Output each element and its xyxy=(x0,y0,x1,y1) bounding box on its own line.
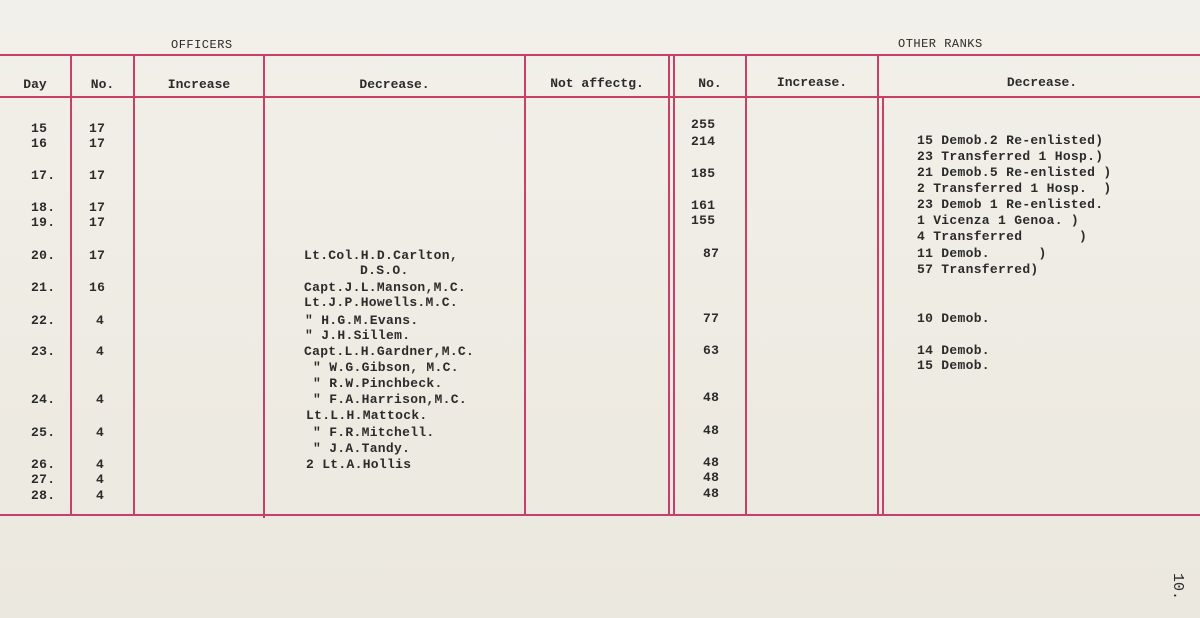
officer-decrease-entry: Capt.L.H.Gardner,M.C. xyxy=(304,344,475,359)
officers-no-cell: 17 xyxy=(89,200,106,215)
day-cell: 23. xyxy=(31,344,56,359)
other-ranks-no-cell: 48 xyxy=(703,486,720,501)
officer-decrease-entry: Lt.Col.H.D.Carlton, xyxy=(304,248,458,263)
other-ranks-decrease-entry: 15 Demob.2 Re-enlisted) xyxy=(917,133,1104,148)
officer-decrease-entry: " H.G.M.Evans. xyxy=(305,313,419,328)
other-ranks-decrease-entry: 15 Demob. xyxy=(917,358,990,373)
other-ranks-no-cell: 48 xyxy=(703,423,720,438)
officers-no-cell: 17 xyxy=(89,121,106,136)
day-cell: 25. xyxy=(31,425,56,440)
officer-decrease-entry: Lt.J.P.Howells.M.C. xyxy=(304,295,458,310)
column-rule xyxy=(263,54,265,518)
header-officers-decrease: Decrease. xyxy=(359,77,430,92)
column-rule xyxy=(524,54,526,516)
other-ranks-decrease-entry: 23 Demob 1 Re-enlisted. xyxy=(917,197,1104,212)
officer-decrease-entry: Lt.L.H.Mattock. xyxy=(306,408,428,423)
officers-no-cell: 4 xyxy=(96,313,105,328)
header-day: Day xyxy=(23,77,47,92)
other-ranks-decrease-entry: 4 Transferred ) xyxy=(917,229,1088,244)
other-ranks-no-cell: 185 xyxy=(691,166,716,181)
column-rule xyxy=(673,54,675,516)
officers-no-cell: 4 xyxy=(96,425,105,440)
officer-decrease-entry: " F.A.Harrison,M.C. xyxy=(313,392,467,407)
other-ranks-decrease-entry: 11 Demob. ) xyxy=(917,246,1047,261)
day-cell: 21. xyxy=(31,280,56,295)
column-rule xyxy=(133,54,135,516)
day-cell: 16 xyxy=(31,136,48,151)
day-cell: 26. xyxy=(31,457,56,472)
column-rule xyxy=(745,54,747,516)
page-number: 10. xyxy=(1169,572,1187,601)
officers-no-cell: 16 xyxy=(89,280,106,295)
column-rule xyxy=(70,54,72,516)
day-cell: 22. xyxy=(31,313,56,328)
day-cell: 28. xyxy=(31,488,56,503)
officer-decrease-entry: " J.H.Sillem. xyxy=(305,328,411,343)
other-ranks-decrease-entry: 23 Transferred 1 Hosp.) xyxy=(917,149,1104,164)
other-ranks-no-cell: 77 xyxy=(703,311,720,326)
column-rule xyxy=(668,54,670,516)
header-other-ranks-no: No. xyxy=(698,76,722,91)
header-officers-no: No. xyxy=(90,77,115,92)
officers-no-cell: 4 xyxy=(96,488,105,503)
day-cell: 17. xyxy=(31,168,56,183)
other-ranks-decrease-entry: 14 Demob. xyxy=(917,343,990,358)
officer-decrease-entry: " W.G.Gibson, M.C. xyxy=(313,360,459,375)
officers-no-cell: 4 xyxy=(96,472,105,487)
officers-no-cell: 17 xyxy=(89,136,106,151)
bottom-rule xyxy=(0,514,1200,516)
column-rule xyxy=(882,96,884,516)
officer-decrease-entry: " R.W.Pinchbeck. xyxy=(313,376,443,391)
day-cell: 27. xyxy=(31,472,56,487)
header-other-ranks-decrease: Decrease. xyxy=(1006,75,1078,90)
officer-decrease-entry: 2 Lt.A.Hollis xyxy=(306,457,412,472)
other-ranks-no-cell: 255 xyxy=(691,117,716,132)
header-other-ranks-increase: Increase. xyxy=(776,75,848,90)
other-ranks-no-cell: 161 xyxy=(691,198,716,213)
officer-decrease-entry: " F.R.Mitchell. xyxy=(313,425,435,440)
other-ranks-no-cell: 48 xyxy=(703,470,720,485)
other-ranks-no-cell: 155 xyxy=(691,213,716,228)
day-cell: 24. xyxy=(31,392,56,407)
other-ranks-section-title: OTHER RANKS xyxy=(898,37,983,51)
officers-no-cell: 4 xyxy=(96,344,105,359)
other-ranks-decrease-entry: 21 Demob.5 Re-enlisted ) xyxy=(917,165,1112,180)
other-ranks-no-cell: 214 xyxy=(691,134,716,149)
officer-decrease-entry: D.S.O. xyxy=(360,263,409,278)
header-rule xyxy=(0,96,1200,98)
header-officers-increase: Increase xyxy=(167,77,231,92)
officers-no-cell: 17 xyxy=(89,215,106,230)
officer-decrease-entry: Capt.J.L.Manson,M.C. xyxy=(304,280,467,295)
officers-no-cell: 4 xyxy=(96,457,105,472)
top-rule xyxy=(0,54,1200,56)
other-ranks-no-cell: 48 xyxy=(703,390,720,405)
other-ranks-no-cell: 63 xyxy=(703,343,720,358)
officers-no-cell: 4 xyxy=(96,392,105,407)
other-ranks-decrease-entry: 1 Vicenza 1 Genoa. ) xyxy=(917,213,1080,228)
day-cell: 18. xyxy=(31,200,56,215)
other-ranks-decrease-entry: 57 Transferred) xyxy=(917,262,1039,277)
other-ranks-decrease-entry: 10 Demob. xyxy=(917,311,990,326)
other-ranks-no-cell: 48 xyxy=(703,455,720,470)
other-ranks-no-cell: 87 xyxy=(703,246,720,261)
day-cell: 20. xyxy=(31,248,56,263)
header-not-affected: Not affectg. xyxy=(550,76,644,91)
officers-section-title: OFFICERS xyxy=(171,38,233,52)
officers-no-cell: 17 xyxy=(89,168,106,183)
officer-decrease-entry: " J.A.Tandy. xyxy=(313,441,411,456)
officers-no-cell: 17 xyxy=(89,248,106,263)
other-ranks-decrease-entry: 2 Transferred 1 Hosp. ) xyxy=(917,181,1112,196)
column-rule xyxy=(877,54,879,516)
day-cell: 19. xyxy=(31,215,56,230)
day-cell: 15 xyxy=(31,121,48,136)
